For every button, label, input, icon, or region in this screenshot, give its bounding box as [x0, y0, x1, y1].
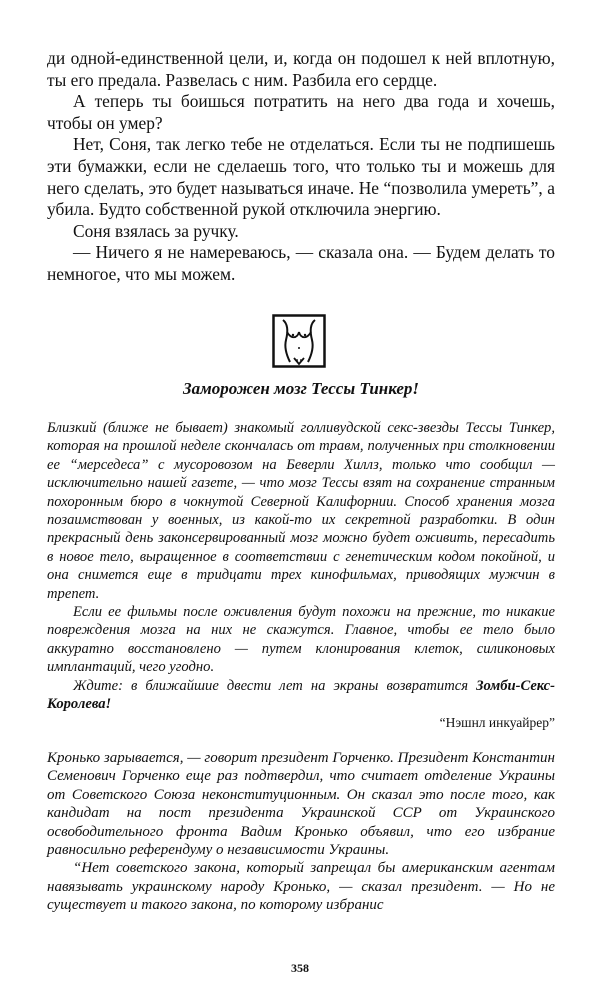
main-text [47, 48, 555, 286]
emphasis-text: Зомби-Секс-Королева! [47, 677, 555, 713]
paragraph: ди одной-единственной цели, и, когда он подошел к ней вплотную, ты его предала. Развелась с ним. Разбила его сердце. [47, 48, 555, 90]
article-headline: Заморожен мозг Тессы Тинкер! [182, 379, 420, 398]
paragraph-text: Ждите: в ближайшие двести лет на экраны возвратится [73, 677, 477, 694]
paragraph: Нет, Соня, так легко тебе не отделаться. Если ты не подпишешь эти бумажки, если не сделаешь того, что только ты и можешь для него сделать, это будет называться иначе. Не “позволила умереть”, а убила. Будто собственной рукой отключила энергию. [47, 134, 555, 220]
paragraph: — Ничего я не намереваюсь, — сказала она. — Будем делать то немногое, что мы можем. [47, 242, 555, 284]
paragraph: Кронько зарывается, — говорит президент Горченко. Президент Константин Семенович Горченко еще раз подтвердил, что считает отделение Украины от Советского Союза неконституционным. Он сказал это после того, как кандидат на пост президента Украинской ССР от Украинского освободительного фронта Вадим Кронько объявил, что его избрание равносильно референдуму о независимости Украины. [47, 750, 555, 859]
paragraph [47, 677, 555, 714]
nude-torso-icon [272, 314, 326, 368]
paragraph: А теперь ты боишься потратить на него два года и хочешь, чтобы он умер? [47, 91, 555, 133]
paragraph: Близкий (ближе не бывает) знакомый голливудской секс-звезды Тессы Тинкер, которая на прошлой неделе скончалась от травм, полученных при столкновении ее “мерседеса” с мусоровозом на Беверли Хиллз, только что сообщил — исключительно нашей газете, — что мозг Тессы взят на сохранение странным похоронным бюро в чокнутой Северной Калифорнии. Способ хранения мозга позаимствован у военных, из какой-то их секретной разработки. В один прекрасный день законсервированный мозг можно будет оживить, пересадить в новое тело, выращенное в соответствии с генетическим кодом покойной, и она снимется еще в тридцати трех кинофильмах, приводящих мужчин в трепет. [47, 420, 555, 602]
article-body [47, 419, 555, 732]
article-source: “Нэшнл инкуайрер” [439, 714, 555, 730]
paragraph: Если ее фильмы после оживления будут похожи на прежние, то никакие повреждения мозга на них не скажутся. Главное, чтобы ее тело было аккуратно восстановлено — путем клонирования клеток, силиконовых имплантаций, чего угодно. [47, 604, 555, 676]
paragraph: “Нет советского закона, который запрещал бы американским агентам навязывать украинскому народу Кронько, — сказал президент. — Но не существует и такого закона, по которому избранис [47, 860, 555, 914]
next-article [47, 749, 555, 915]
paragraph: Соня взялась за ручку. [73, 220, 239, 241]
page-number: 358 [291, 961, 309, 975]
